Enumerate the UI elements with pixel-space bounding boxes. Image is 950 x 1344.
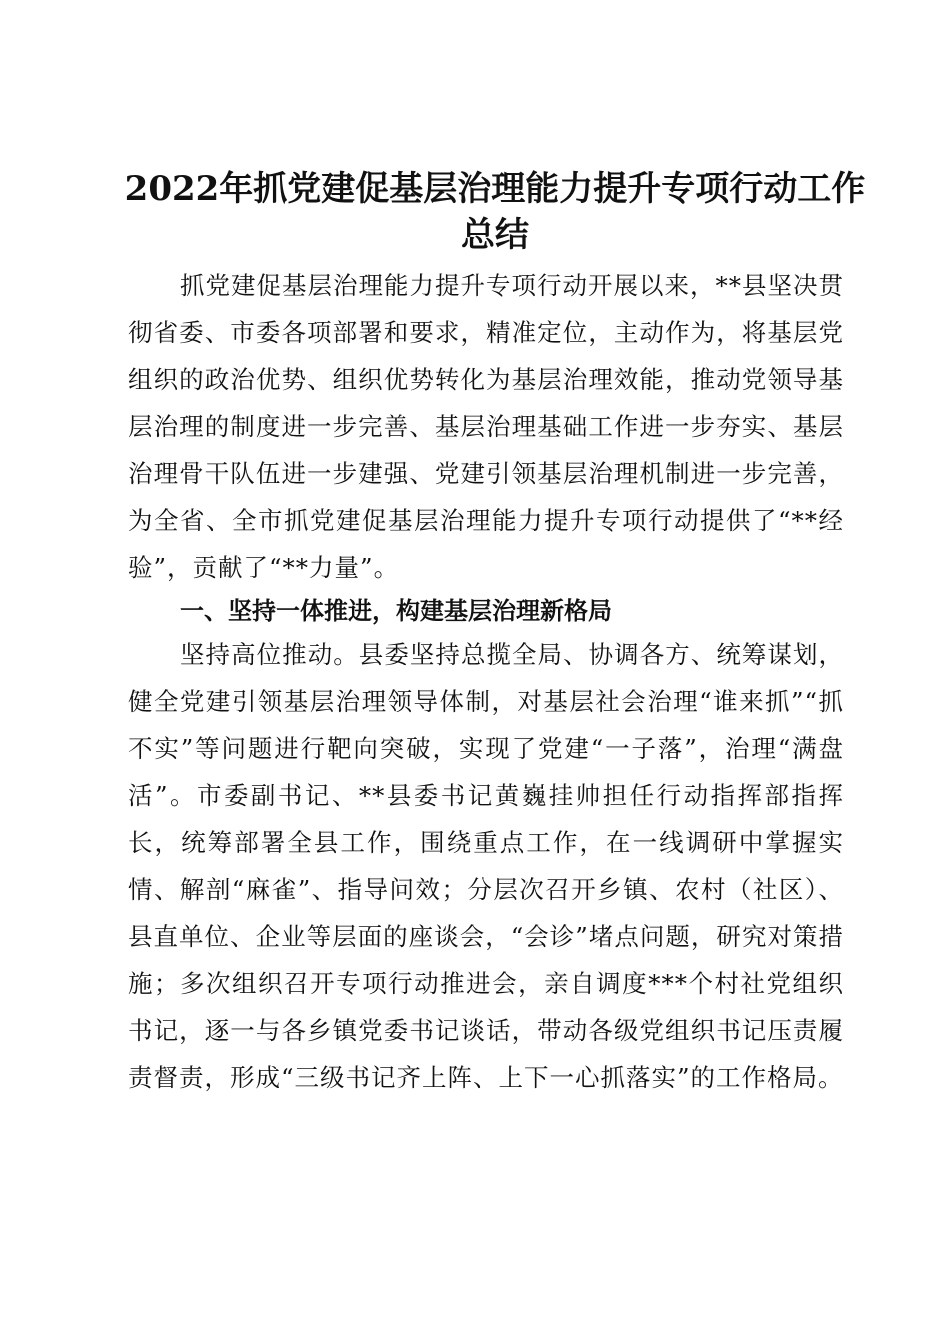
section-paragraph: 坚持高位推动。县委坚持总揽全局、协调各方、统筹谋划，健全党建引领基层治理领导体制，对基层社会治理“谁来抓”“抓不实”等问题进行靶向突破，实现了党建“一子落”，治理“满盘活”。市委副书记、**县委书记黄巍挂帅担任行动指挥部指挥长，统筹部署全县工作，围绕重点工作，在一线调研中掌握实情、解剖“麻雀”、指导问效；分层次召开乡镇、农村（社区）、县直单位、企业等层面的座谈会，“会诊”堵点问题，研究对策措施；多次组织召开专项行动推进会，亲自调度***个村社党组织书记，逐一与各乡镇党委书记谈话，带动各级党组织书记压责履责督责，形成“三级书记齐上阵、上下一心抓落实”的工作格局。 [128, 640, 844, 1092]
intro-paragraph: 抓党建促基层治理能力提升专项行动开展以来，**县坚决贯彻省委、市委各项部署和要求，精准定位，主动作为，将基层党组织的政治优势、组织优势转化为基层治理效能，推动党领导基层治理的制度进一步完善、基层治理基础工作进一步夯实、基层治理骨干队伍进一步建强、党建引领基层治理机制进一步完善，为全省、全市抓党建促基层治理能力提升专项行动提供了“**经验”，贡献了“**力量”。 [128, 271, 844, 582]
section-heading: 一、坚持一体推进，构建基层治理新格局 [180, 597, 612, 625]
document-title: 2022年抓党建促基层治理能力提升专项行动工作总结 [124, 169, 866, 255]
